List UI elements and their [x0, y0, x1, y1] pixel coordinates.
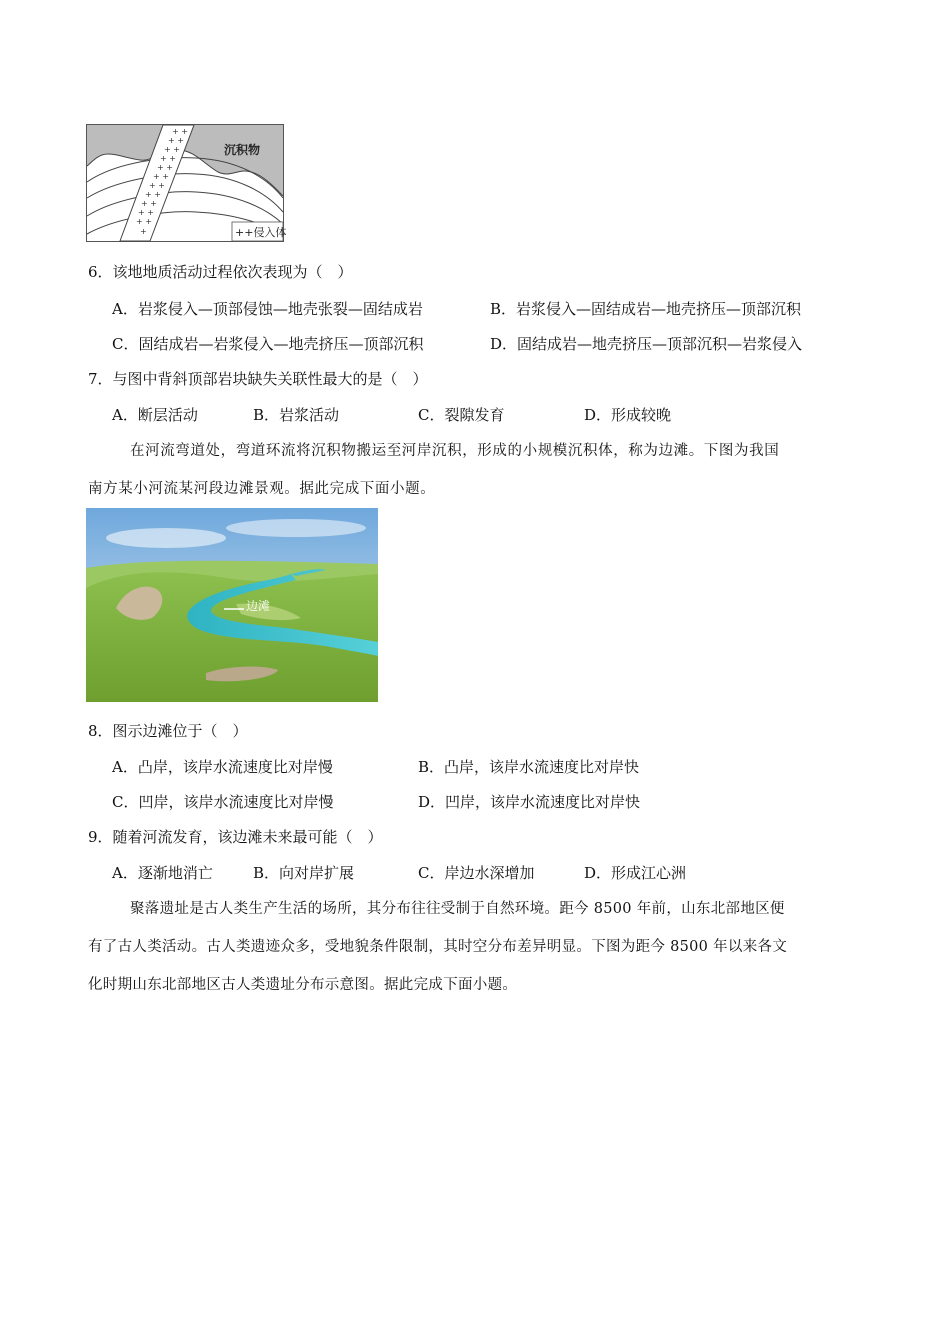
svg-text:+ +: + +: [172, 127, 188, 136]
question-9-option-c[interactable]: C．岸边水深增加: [418, 864, 535, 882]
question-7-option-b[interactable]: B．岩浆活动: [253, 406, 340, 424]
svg-text:+ +: + +: [141, 199, 157, 208]
question-6-option-d[interactable]: D．固结成岩—地壳挤压—顶部沉积—岩浆侵入: [490, 335, 803, 353]
svg-text:+ +: + +: [138, 208, 154, 217]
svg-text:+ +: + +: [149, 181, 165, 190]
question-7-stem: 7．与图中背斜顶部岩块缺失关联性最大的是（ ）: [88, 370, 428, 388]
question-9-option-d[interactable]: D．形成江心洲: [584, 864, 687, 882]
question-6-option-b[interactable]: B．岩浆侵入—固结成岩—地壳挤压—顶部沉积: [490, 300, 802, 318]
question-7-option-d[interactable]: D．形成较晚: [584, 406, 672, 424]
passage-2-line-1: 聚落遗址是古人类生产生活的场所，其分布往往受制于自然环境。距今 8500 年前，山东北部地区便: [130, 901, 785, 917]
question-8-option-c[interactable]: C．凹岸，该岸水流速度比对岸慢: [112, 793, 334, 811]
question-9-option-a[interactable]: A．逐渐地消亡: [112, 864, 213, 882]
svg-text:+ +: + +: [153, 172, 169, 181]
river-point-bar-photo: [86, 508, 378, 702]
passage-2: [88, 899, 864, 995]
svg-text:+ +: + +: [145, 190, 161, 199]
intrusion-legend-label: 侵入体: [253, 226, 287, 239]
question-8-option-b[interactable]: B．凸岸，该岸水流速度比对岸快: [418, 758, 640, 776]
svg-text:+ +: + +: [136, 217, 152, 226]
question-6-stem: 6．该地地质活动过程依次表现为（ ）: [88, 263, 353, 281]
point-bar-label: 边滩: [246, 599, 271, 613]
svg-text:+ +: + +: [160, 154, 176, 163]
passage-1: [88, 441, 864, 499]
question-8-option-a[interactable]: A．凸岸，该岸水流速度比对岸慢: [112, 758, 333, 776]
intrusion-legend: [235, 224, 286, 240]
question-8-option-d[interactable]: D．凹岸，该岸水流速度比对岸快: [418, 793, 641, 811]
question-7-option-c[interactable]: C．裂隙发育: [418, 406, 505, 424]
passage-2-line-2: 有了古人类活动。古人类遗迹众多，受地貌条件限制，其时空分布差异明显。下图为距今 8500 年以来各文: [88, 939, 788, 955]
question-6-option-a[interactable]: A．岩浆侵入—顶部侵蚀—地壳张裂—固结成岩: [112, 300, 423, 318]
question-8-stem: 8．图示边滩位于（ ）: [88, 722, 248, 740]
question-9-option-b[interactable]: B．向对岸扩展: [253, 864, 355, 882]
svg-text:+ +: + +: [157, 163, 173, 172]
intrusion-legend-symbol: ++: [235, 226, 254, 239]
passage-1-line-1: 在河流弯道处，弯道环流将沉积物搬运至河岸沉积，形成的小规模沉积体，称为边滩。下图为我国: [130, 443, 780, 459]
question-7-option-a[interactable]: A．断层活动: [112, 406, 198, 424]
sediment-label: 沉积物: [224, 143, 261, 157]
svg-text:+ +: + +: [168, 136, 184, 145]
question-6-option-c[interactable]: C．固结成岩—岩浆侵入—地壳挤压—顶部沉积: [112, 335, 424, 353]
question-9-stem: 9．随着河流发育，该边滩未来最可能（ ）: [88, 828, 383, 846]
svg-text:+ +: + +: [164, 145, 180, 154]
passage-2-line-3: 化时期山东北部地区古人类遗址分布示意图。据此完成下面小题。: [88, 977, 518, 993]
svg-text:+: +: [140, 227, 147, 236]
passage-1-line-2: 南方某小河流某河段边滩景观。据此完成下面小题。: [88, 481, 436, 497]
